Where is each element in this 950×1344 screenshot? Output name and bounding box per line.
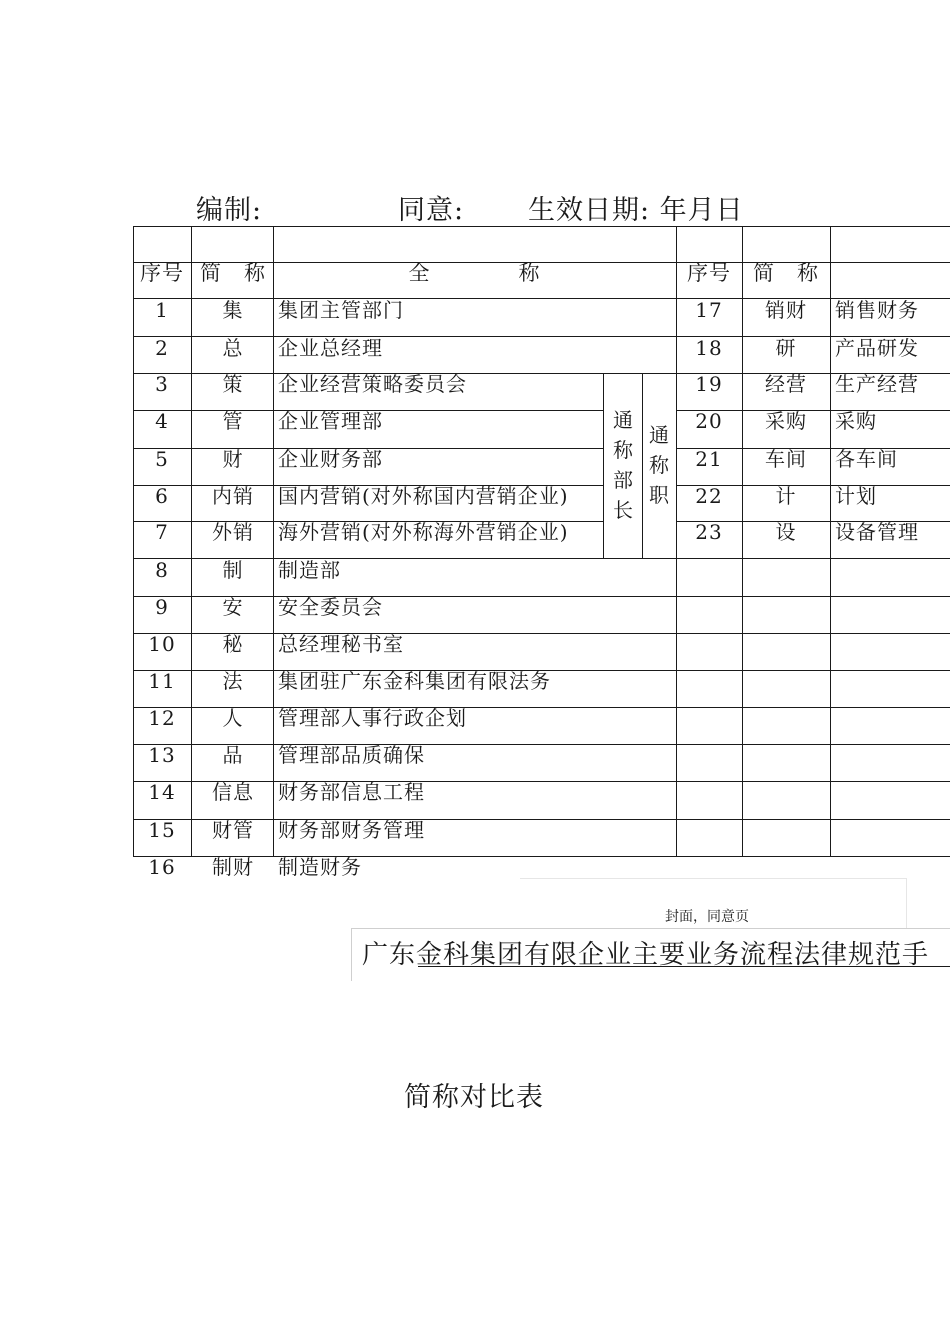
header-num: 序号 xyxy=(140,261,184,285)
row-6-abbr: 内销 xyxy=(212,484,254,508)
row-12-num: 12 xyxy=(148,706,176,730)
row-11-abbr: 法 xyxy=(222,669,244,693)
row-12-full: 管理部人事行政企划 xyxy=(278,706,467,730)
row-12-abbr: 人 xyxy=(222,706,244,730)
row-9-num: 9 xyxy=(155,595,169,619)
header-abbr-right: 简 称 xyxy=(753,261,819,285)
row-22-abbr: 计 xyxy=(775,484,797,508)
row-16-full: 制造财务 xyxy=(278,855,362,879)
row-6-num: 6 xyxy=(155,484,169,508)
row-9-full: 安全委员会 xyxy=(278,595,383,619)
row-23-full: 设备管理 xyxy=(835,520,919,544)
row-19-full: 生产经营 xyxy=(835,372,919,396)
row-2-num: 2 xyxy=(155,336,169,360)
row-14-abbr: 信息 xyxy=(212,780,254,804)
row-8-abbr: 制 xyxy=(222,558,244,582)
row-1-abbr: 集 xyxy=(222,298,244,322)
row-8-full: 制造部 xyxy=(278,558,341,582)
row-1-num: 1 xyxy=(155,298,169,322)
merged-note-staff: 通称职 xyxy=(649,423,669,507)
row-19-abbr: 经营 xyxy=(765,372,807,396)
row-20-abbr: 采购 xyxy=(765,409,807,433)
row-21-num: 21 xyxy=(695,447,723,471)
row-14-full: 财务部信息工程 xyxy=(278,780,425,804)
row-5-abbr: 财 xyxy=(222,447,244,471)
row-20-full: 采购 xyxy=(835,409,877,433)
row-11-full: 集团驻广东金科集团有限法务 xyxy=(278,669,551,693)
row-18-abbr: 研 xyxy=(775,336,797,360)
row-22-full: 计划 xyxy=(835,484,877,508)
row-15-abbr: 财管 xyxy=(212,818,254,842)
row-21-full: 各车间 xyxy=(835,447,898,471)
row-23-num: 23 xyxy=(695,520,723,544)
cover-caption: 封面，同意页 xyxy=(665,909,749,925)
row-13-full: 管理部品质确保 xyxy=(278,743,425,767)
row-14-num: 14 xyxy=(148,780,176,804)
row-16-num: 16 xyxy=(148,855,176,879)
row-9-abbr: 安 xyxy=(222,595,244,619)
row-16-abbr: 制财 xyxy=(212,855,254,879)
row-19-num: 19 xyxy=(695,372,723,396)
row-13-abbr: 品 xyxy=(222,743,244,767)
row-15-num: 15 xyxy=(148,818,176,842)
row-10-abbr: 秘 xyxy=(222,632,244,656)
row-7-abbr: 外销 xyxy=(212,520,254,544)
header-full: 全 称 xyxy=(408,261,541,285)
agree-label: 同意: xyxy=(398,195,465,226)
row-7-full: 海外营销(对外称海外营销企业) xyxy=(278,520,569,544)
document-title: 广东金科集团有限企业主要业务流程法律规范手 xyxy=(362,940,930,970)
row-23-abbr: 设 xyxy=(775,520,797,544)
row-18-num: 18 xyxy=(695,336,723,360)
row-21-abbr: 车间 xyxy=(765,447,807,471)
row-2-full: 企业总经理 xyxy=(278,336,383,360)
row-17-full: 销售财务 xyxy=(835,298,919,322)
merged-note-dept-heads: 通称部长 xyxy=(613,408,633,522)
row-4-num: 4 xyxy=(155,409,169,433)
row-10-full: 总经理秘书室 xyxy=(278,632,404,656)
row-3-full: 企业经营策略委员会 xyxy=(278,372,467,396)
row-22-num: 22 xyxy=(695,484,723,508)
row-4-full: 企业管理部 xyxy=(278,409,383,433)
row-7-num: 7 xyxy=(155,520,169,544)
row-1-full: 集团主管部门 xyxy=(278,298,404,322)
row-5-num: 5 xyxy=(155,447,169,471)
row-3-abbr: 策 xyxy=(222,372,244,396)
row-17-abbr: 销财 xyxy=(765,298,807,322)
row-6-full: 国内营销(对外称国内营销企业) xyxy=(278,484,569,508)
row-15-full: 财务部财务管理 xyxy=(278,818,425,842)
table-title: 简称对比表 xyxy=(404,1082,544,1113)
effective-date-label: 生效日期: 年月日 xyxy=(528,195,744,226)
row-11-num: 11 xyxy=(148,669,176,693)
row-20-num: 20 xyxy=(695,409,723,433)
row-8-num: 8 xyxy=(155,558,169,582)
row-17-num: 17 xyxy=(695,298,723,322)
row-5-full: 企业财务部 xyxy=(278,447,383,471)
header-num-right: 序号 xyxy=(687,261,731,285)
header-abbr: 简 称 xyxy=(200,261,266,285)
row-4-abbr: 管 xyxy=(222,409,244,433)
row-18-full: 产品研发 xyxy=(835,336,919,360)
row-2-abbr: 总 xyxy=(222,336,244,360)
row-10-num: 10 xyxy=(148,632,176,656)
row-13-num: 13 xyxy=(148,743,176,767)
compile-label: 编制: xyxy=(196,195,263,226)
row-3-num: 3 xyxy=(155,372,169,396)
